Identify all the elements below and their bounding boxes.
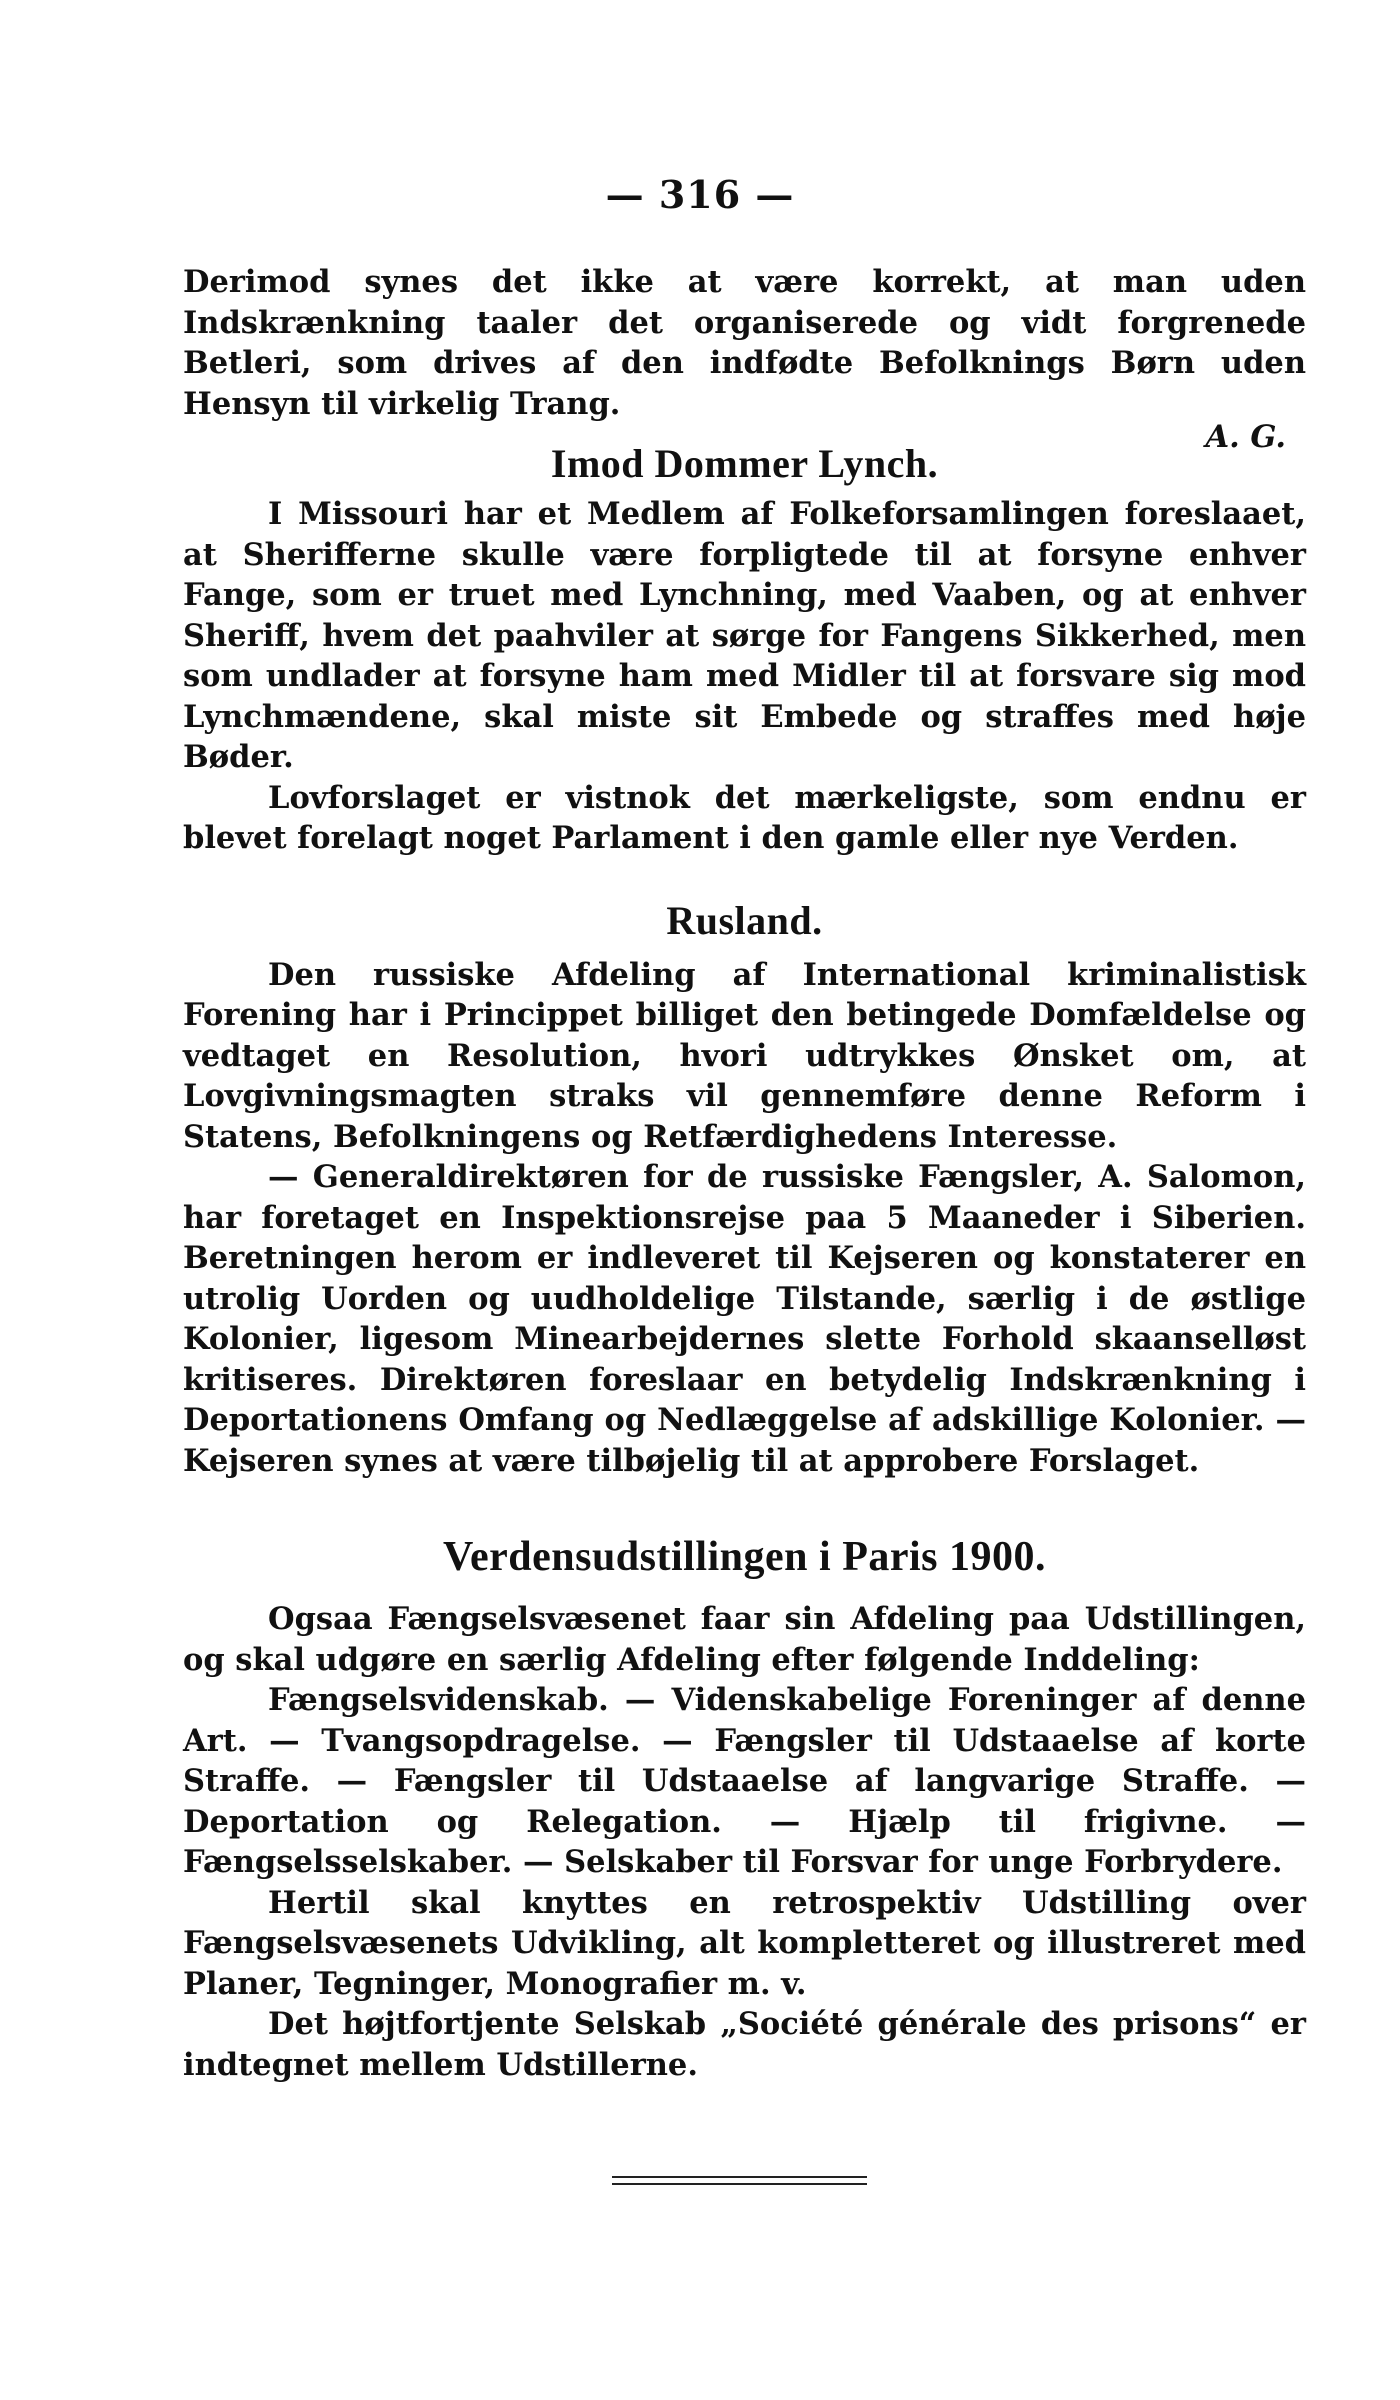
author-signature: A. G. [1205,419,1286,455]
end-rule-divider [612,2176,867,2185]
page-number: — 316 — [605,172,795,217]
intro-paragraph: Derimod synes det ikke at være korrekt, at man uden Indskrænkning taaler det organiserede og vidt forgrenede Betleri, som drives af den indfødte Befolknings Børn uden Hensyn til virkelig Trang. [183,264,1306,422]
paris-paragraph-3: Hertil skal knyttes en retrospektiv Udstilling over Fængselsvæsenets Udvikling, alt kompletteret og illustreret med Planer, Tegninger, Monografier m. v. [183,1884,1306,2002]
lynch-paragraph-1: I Missouri har et Medlem af Folkeforsamlingen foreslaaet, at Sherifferne skulle være forpligtede til at forsyne enhver Fange, som er truet med Lynchning, med Vaaben, og at enhver Sheriff, hvem det paahviler at sørge for Fangens Sikkerhed, men som undlader at forsyne ham med Midler til at forsvare sig mod Lynchmændene, skal miste sit Embede og straffes med høje Bøder. [183,496,1306,775]
paris-paragraph-4: Det højtfortjente Selskab „Société générale des prisons“ er indtegnet mellem Udstillerne. [183,2006,1306,2083]
paris-paragraph-1: Ogsaa Fængselsvæsenet faar sin Afdeling paa Udstillingen, og skal udgøre en særlig Afdeling efter følgende Inddeling: [183,1601,1306,1678]
rusland-paragraph-1: Den russiske Afdeling af International kriminalistisk Forening har i Princippet billiget den betingede Domfældelse og vedtaget en Resolution, hvori udtrykkes Ønsket om, at Lovgivningsmagten straks vil gennemføre denne Reform i Statens, Befolkningens og Retfærdighedens Interesse. [183,956,1306,1155]
lynch-paragraph-2: Lovforslaget er vistnok det mærkeligste, som endnu er blevet forelagt noget Parlament i den gamle eller nye Verden. [183,779,1306,856]
section-heading-paris: Verdensudstillingen i Paris 1900. [442,1534,1047,1580]
rusland-paragraph-2: — Generaldirektøren for de russiske Fængsler, A. Salomon, har foretaget en Inspektionsrejse paa 5 Maaneder i Siberien. Beretningen herom er indleveret til Kejseren og konstaterer en utrolig Uorden og uudholdelige Tilstande, særlig i de østlige Kolonier, ligesom Minearbejdernes slette Forhold skaanselløst kritiseres. Direktøren foreslaar en betydelig Indskrænkning i Deportationens Omfang og Nedlæggelse af adskillige Kolonier. — Kejseren synes at være tilbøjelig til at approbere Forslaget. [183,1159,1306,1479]
paris-paragraph-2: Fængselsvidenskab. — Videnskabelige Foreninger af denne Art. — Tvangsopdragelse. — Fængsler til Udstaaelse af korte Straffe. — Fængsler til Udstaaelse af langvarige Straffe. — Deportation og Relegation. — Hjælp til frigivne. — Fængselsselskaber. — Selskaber til Forsvar for unge Forbrydere. [183,1682,1306,1880]
page-content [183,262,1306,2085]
section-heading-lynch: Imod Dommer Lynch. [550,441,939,486]
section-heading-rusland: Rusland. [666,897,823,943]
